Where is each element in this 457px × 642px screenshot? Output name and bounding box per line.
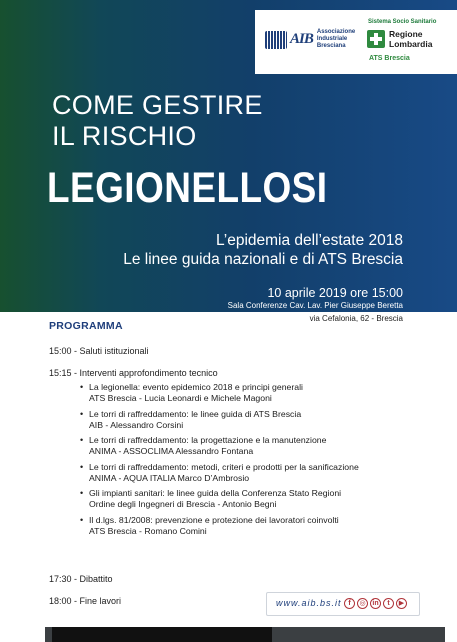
twitter-icon[interactable]: t [383, 598, 394, 609]
bottom-bar [45, 627, 445, 642]
ats-brescia-logo: ATS Brescia [369, 55, 410, 62]
talk-title: • Le torri di raffreddamento: le linee guida di ATS Brescia [89, 408, 302, 419]
regione-line1: Regione [389, 29, 423, 39]
linkedin-icon[interactable]: in [370, 598, 381, 609]
talk-title: • La legionella: evento epidemico 2018 e principi generali [89, 382, 303, 392]
program-item: 15:15 - Interventi approfondimento tecnico [49, 368, 218, 378]
aib-emblem-icon [265, 31, 287, 49]
youtube-icon[interactable]: ▶ [396, 598, 407, 609]
title-line2: IL RISCHIO [52, 121, 197, 151]
instagram-icon[interactable]: ◎ [357, 598, 368, 609]
programma-heading: PROGRAMMA [49, 320, 123, 332]
talk-title: • Le torri di raffreddamento: metodi, criteri e prodotti per la sanificazione [89, 461, 359, 472]
talk-list [89, 382, 429, 541]
social-icons [344, 598, 407, 609]
program-item: 15:00 - Saluti istituzionali [49, 346, 149, 356]
talk-speakers: ANIMA - AQUA ITALIA Marco D’Ambrosio [89, 472, 250, 483]
talk-item [89, 435, 429, 457]
talk-title: • Le torri di raffreddamento: la progettazione e la manutenzione [89, 435, 327, 445]
event-venue: Sala Conferenze Cav. Lav. Pier Giuseppe Beretta [227, 301, 403, 310]
bottom-bar-segment [52, 627, 272, 642]
talk-title: • Il d.lgs. 81/2008: prevenzione e protezione dei lavoratori coinvolti [89, 514, 339, 525]
program-item: 18:00 - Fine lavori [49, 596, 122, 606]
event-datetime: 10 aprile 2019 ore 15:00 [267, 286, 403, 300]
subtitle-line2: Le linee guida nazionali e di ATS Brescia [123, 251, 403, 268]
talk-speakers: Ordine degli Ingegneri di Brescia - Antonio Begni [89, 499, 277, 509]
regione-line2: Lombardia [389, 38, 433, 49]
talk-item [89, 488, 429, 510]
talk-speakers: AIB - Alessandro Corsini [89, 419, 184, 430]
talk-speakers: ATS Brescia - Lucia Leonardi e Michele Magoni [89, 393, 272, 403]
talk-item [89, 382, 429, 404]
regione-lombardia-cross-icon [367, 30, 385, 48]
subtitle-line1: L’epidemia dell’estate 2018 [216, 232, 403, 249]
title-main: LEGIONELLOSI [47, 164, 328, 212]
aib-mark: AIB [290, 31, 313, 47]
talk-speakers: ANIMA - ASSOCLIMA Alessandro Fontana [89, 446, 254, 456]
aib-logo [265, 29, 369, 50]
regione-lombardia-name [389, 30, 432, 49]
talk-item [89, 462, 429, 484]
ssr-label: Sistema Socio Sanitario [368, 19, 437, 25]
talk-item [89, 409, 429, 431]
aib-name: Associazione Industriale Bresciana [316, 29, 356, 49]
talk-title: • Gli impianti sanitari: le linee guida della Conferenza Stato Regioni [89, 488, 342, 498]
facebook-icon[interactable]: f [344, 598, 355, 609]
title-line1: COME GESTIRE [52, 90, 263, 120]
talk-item [89, 515, 429, 537]
talk-speakers: ATS Brescia - Romano Comini [89, 525, 207, 536]
program-item: 17:30 - Dibattito [49, 574, 113, 584]
event-address: via Cefalonia, 62 - Brescia [309, 314, 403, 323]
website-link[interactable]: www.aib.bs.it [276, 598, 342, 608]
